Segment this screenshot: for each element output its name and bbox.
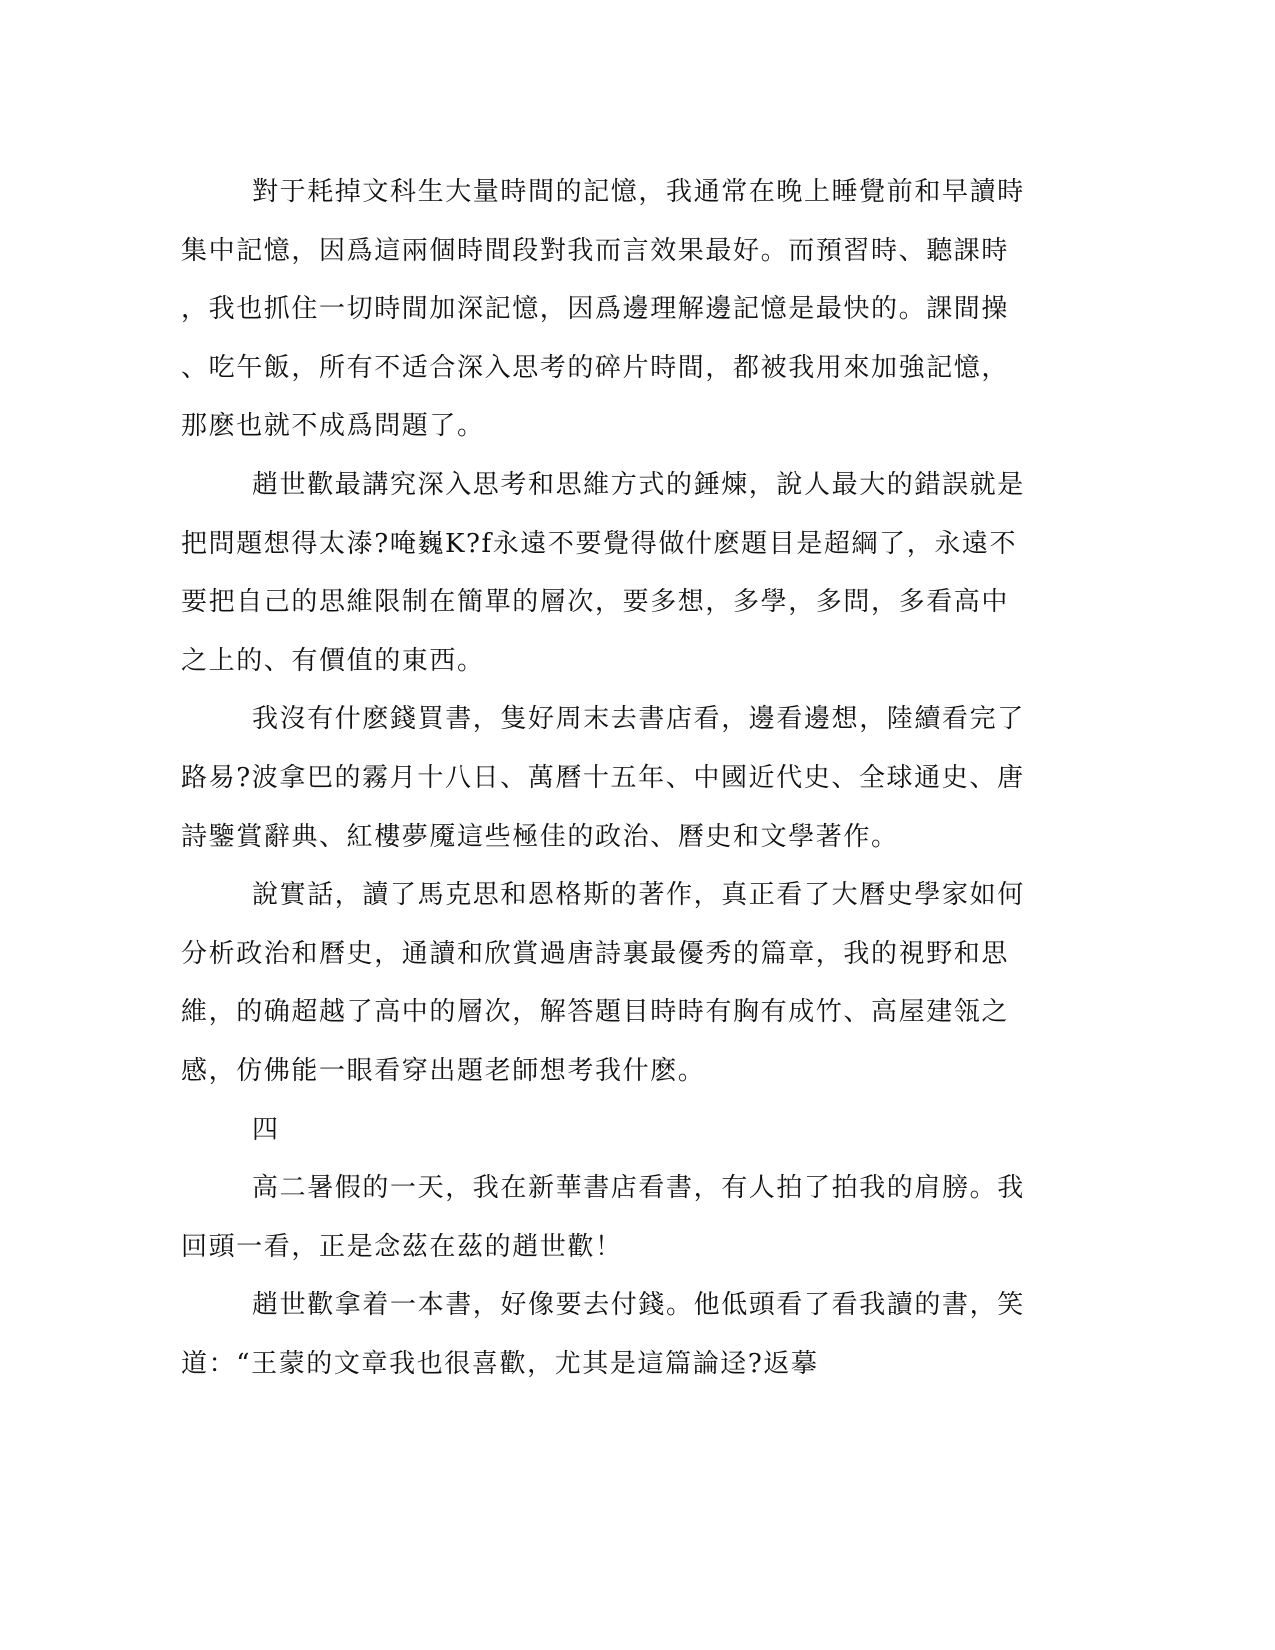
text-line: 道：“王蒙的文章我也很喜歡，尤其是這篇論迳?返摹: [181, 1348, 819, 1379]
text-line: 回頭一看，正是念茲在茲的趙世歡！: [181, 1231, 623, 1262]
text-line: 那麽也就不成爲問題了。: [181, 411, 485, 442]
text-line: 說實話，讀了馬克思和恩格斯的著作，真正看了大曆史學家如何: [252, 880, 1025, 911]
text-line: 集中記憶，因爲這兩個時間段對我而言效果最好。而預習時、聽課時: [181, 235, 1010, 266]
text-line: 對于耗掉文科生大量時間的記憶，我通常在晚上睡覺前和早讀時: [252, 177, 1025, 207]
text-line: 趙世歡最講究深入思考和思維方式的錘煉，說人最大的錯誤就是: [252, 469, 1025, 500]
text-line: 我沒有什麽錢買書，隻好周末去書店看，邊看邊想，陸續看完了: [252, 704, 1025, 735]
text-line: 之上的、有價值的東西。: [181, 645, 485, 676]
text-line: 詩鑒賞辭典、紅樓夢魇這些極佳的政治、曆史和文學著作。: [181, 821, 899, 852]
text-line: 路易?波拿巴的霧月十八日、萬曆十五年、中國近代史、全球通史、唐: [181, 762, 1025, 793]
text-line: 感，仿佛能一眼看穿出題老師想考我什麽。: [181, 1055, 706, 1086]
text-line: 高二暑假的一天，我在新華書店看書，有人拍了拍我的肩膀。我: [252, 1173, 1025, 1204]
document-page: [181, 163, 1041, 1393]
text-line: 維，的确超越了高中的層次，解答題目時時有胸有成竹、高屋建瓴之: [181, 997, 1010, 1028]
text-line: ，我也抓住一切時間加深記憶，因爲邊理解邊記憶是最快的。課間操: [181, 294, 1010, 325]
text-line: 趙世歡拿着一本書，好像要去付錢。他低頭看了看我讀的書，笑: [252, 1290, 1025, 1321]
text-line: 分析政治和曆史，通讀和欣賞過唐詩裏最優秀的篇章，我的視野和思: [181, 938, 1010, 969]
text-line: 四: [252, 1114, 280, 1145]
text-line: 把問題想得太溙?唵巍K?f永遠不要覺得做什麽題目是超綱了，永遠不: [181, 528, 1018, 559]
text-line: 要把自己的思維限制在簡單的層次，要多想，多學，多問，多看高中: [181, 587, 1010, 618]
text-line: 、吃午飯，所有不适合深入思考的碎片時間，都被我用來加強記憶，: [181, 352, 1010, 383]
